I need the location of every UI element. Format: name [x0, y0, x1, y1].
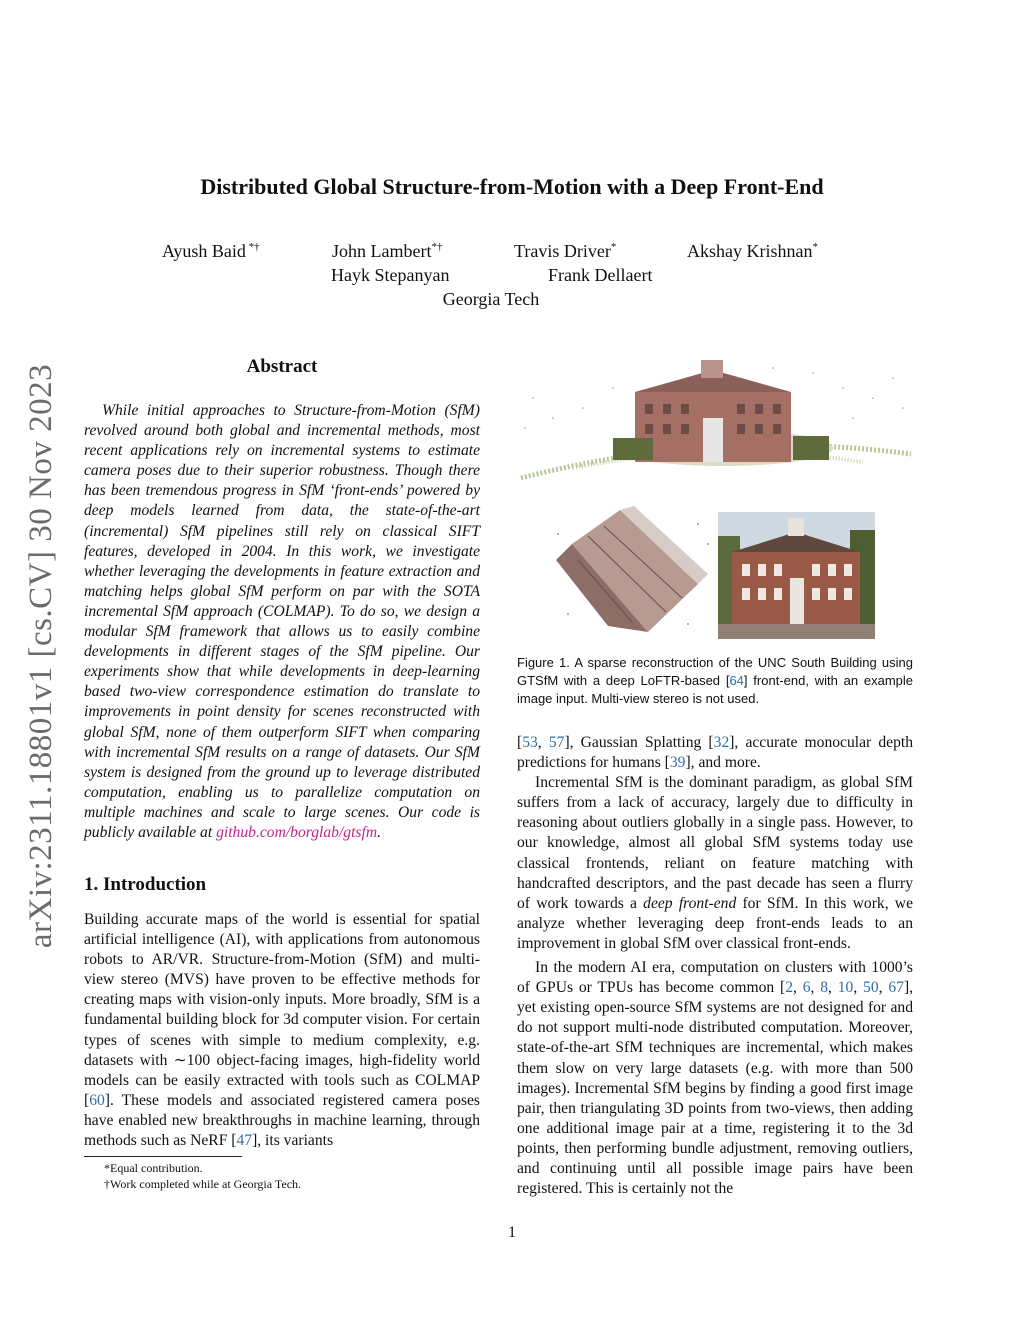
paper-title: Distributed Global Structure-from-Motion with a Deep Front-End	[200, 174, 824, 199]
author-6: Frank Dellaert	[548, 265, 653, 285]
right-column-text: [53, 57], Gaussian Splatting [32], accurate monocular depth predictions for humans [39], and more. Incremental SfM is the dominant paradigm, as global SfM suffers from a lack of accuracy, largely due to difficulty in reasoning about outliers globally in a single pass. However, to our knowledge, almost all global SfM systems today use classical frontends, reliant on feature matching with handcrafted descriptors, and the past decade has seen a flurry of work towards a deep front-end for SfM. In this work, we analyze whether leveraging deep front-ends leads to an improvement in global SfM over classical front-ends. In the modern AI era, computation on clusters with 1000’s of GPUs or TPUs has become common [2, 6, 8, 10, 50, 67], yet existing open-source SfM systems are not designed for and do not support multi-node distributed computation. Moreover, state-of-the-art SfM techniques are incremental, which makes them slow on very large datasets (e.g. with more than 500 images). Incremental SfM begins by finding a good first image pair, then triangulating 3D points from two-views, then adding one additional image pair at a time, registering it to the 3d points, then performing bundle adjustment, removing outliers, and continuing until all possible image pairs have been registered. This is certainly not the	[517, 733, 913, 1199]
author-3: Travis Driver*	[514, 241, 617, 261]
citation-link[interactable]: 47	[236, 1132, 253, 1150]
citation-link[interactable]: 57	[548, 734, 565, 751]
citation-link[interactable]: 53	[522, 734, 538, 751]
section-heading-introduction: 1. Introduction	[84, 874, 207, 895]
citation-link[interactable]: 50	[863, 979, 879, 997]
citation-link[interactable]: 67	[888, 979, 904, 997]
figure-example-input-photo	[718, 512, 875, 639]
arxiv-identifier: arXiv:2311.18801v1 [cs.CV] 30 Nov 2023	[23, 363, 59, 949]
abstract-heading: Abstract	[246, 356, 318, 377]
figure-reconstruction-side-view	[548, 504, 716, 636]
abstract-body: While initial approaches to Structure-from-Motion (SfM) revolved around both global and incremental methods, most recent applications rely on incremental systems to estimate camera poses due to their superior robustness. Though there has been tremendous progress in SfM ‘front-ends’ powered by deep models learned from data, the state-of-the-art (incremental) SfM pipelines still rely on classical SIFT features, developed in 2004. In this work, we investigate whether leveraging the developments in feature extraction and matching helps global SfM perform on par with the SOTA incremental SfM approach (COLMAP). To do so, we design a modular SfM framework that allows us to easily combine developments in different stages of the SfM pipeline. Our experiments show that while developments in deep-learning based two-view correspondence estimation do translate to improvements in point density for scenes reconstructed with global SfM, none of them outperform SIFT when comparing with incremental SfM results on a range of datasets. Our SfM system is designed from the ground up to leverage distributed computation, enabling us to parallelize computation on multiple machines and scale to large scenes. Our code is publicly available at github.com/borglab/gtsfm.	[84, 402, 480, 841]
paragraph-incremental-sfm: Incremental SfM is the dominant paradigm, as global SfM suffers from a lack of accuracy, largely due to difficulty in reasoning about outliers globally in a single pass. However, to our knowledge, almost all global SfM systems today use classical frontends, reliant on feature matching with handcrafted descriptors, and the past decade has seen a flurry of work towards a deep front-end for SfM. In this work, we analyze whether leveraging deep front-ends leads to an improvement in global SfM over classical front-ends.	[517, 774, 913, 952]
figure-reconstruction-overview	[513, 358, 915, 492]
intro-paragraph: Building accurate maps of the world is essential for spatial artificial intelligence (AI), with applications from autonomous robots to AR/VR. Structure-from-Motion (SfM) and multi-view stereo (MVS) have proven to be effective methods for creating maps with vision-only inputs. More broadly, SfM is a fundamental building block for 3d computer vision. For certain types of scenes with simple to medium complexity, e.g. datasets with ∼100 object-facing images, high-fidelity world models can be easily extracted with tools such as COLMAP [60]. These models and associated registered camera poses have enabled new breakthroughs in machine learning, through methods such as NeRF [47], its variants	[84, 911, 480, 1150]
paragraph-modern-ai-era: In the modern AI era, computation on clusters with 1000’s of GPUs or TPUs has become common [2, 6, 8, 10, 50, 67], yet existing open-source SfM systems are not designed for and do not support multi-node distributed computation. Moreover, state-of-the-art SfM techniques are incremental, which makes them slow on very large datasets (e.g. with more than 500 images). Incremental SfM begins by finding a good first image pair, then triangulating 3D points from two-views, then adding one additional image pair at a time, registering it to the 3d points, then performing bundle adjustment, removing outliers, and continuing until all possible image pairs have been registered. This is certainly not the	[517, 959, 914, 1198]
footnote-equal-contribution: *Equal contribution.	[104, 1161, 203, 1175]
author-4: Akshay Krishnan*	[687, 241, 818, 261]
citation-link[interactable]: 8	[820, 979, 829, 997]
citation-link[interactable]: 64	[729, 673, 744, 688]
affiliation: Georgia Tech	[442, 289, 540, 309]
abstract-text: While initial approaches to Structure-from-Motion (SfM) revolved around both global and incremental methods, most recent applications rely on incremental systems to estimate camera poses due to their superior robustness. Though there has been tremendous progress in SfM ‘front-ends’ powered by deep models learned from data, the state-of-the-art (incremental) SfM pipelines still rely on classical SIFT features, developed in 2004. In this work, we investigate whether leveraging the developments in feature extraction and matching helps global SfM perform on par with the SOTA incremental SfM approach (COLMAP). To do so, we design a modular SfM framework that allows us to easily combine developments in different stages of the SfM pipeline. Our experiments show that while developments in deep-learning based two-view correspondence estimation do translate to improvements in point density for scenes reconstructed with global SfM, none of them outperform SIFT when comparing with incremental SfM results on a range of datasets. Our SfM system is designed from the ground up to leverage distributed computation, enabling us to parallelize computation on multiple machines and scale to large scenes. Our code is publicly available at	[84, 402, 480, 841]
footnote-work-completed: †Work completed while at Georgia Tech.	[104, 1177, 302, 1191]
author-2: John Lambert*†	[332, 241, 443, 261]
citation-link[interactable]: 10	[837, 979, 854, 997]
figure-1-caption: Figure 1. A sparse reconstruction of the UNC South Building using GTSfM with a deep LoFTR-based [64] front-end, with an example image input. Multi-view stereo is not used.	[517, 655, 913, 706]
page-number: 1	[508, 1224, 516, 1241]
author-5: Hayk Stepanyan	[331, 265, 450, 285]
citation-link[interactable]: 32	[713, 734, 730, 751]
citation-link[interactable]: 6	[802, 979, 811, 997]
code-link[interactable]: github.com/borglab/gtsfm	[216, 823, 378, 841]
footnote-divider	[84, 1156, 242, 1157]
citation-link[interactable]: 39	[669, 754, 686, 772]
author-1: Ayush Baid *†	[162, 241, 260, 261]
citation-link[interactable]: 2	[785, 979, 793, 997]
citation-link[interactable]: 60	[89, 1091, 105, 1109]
